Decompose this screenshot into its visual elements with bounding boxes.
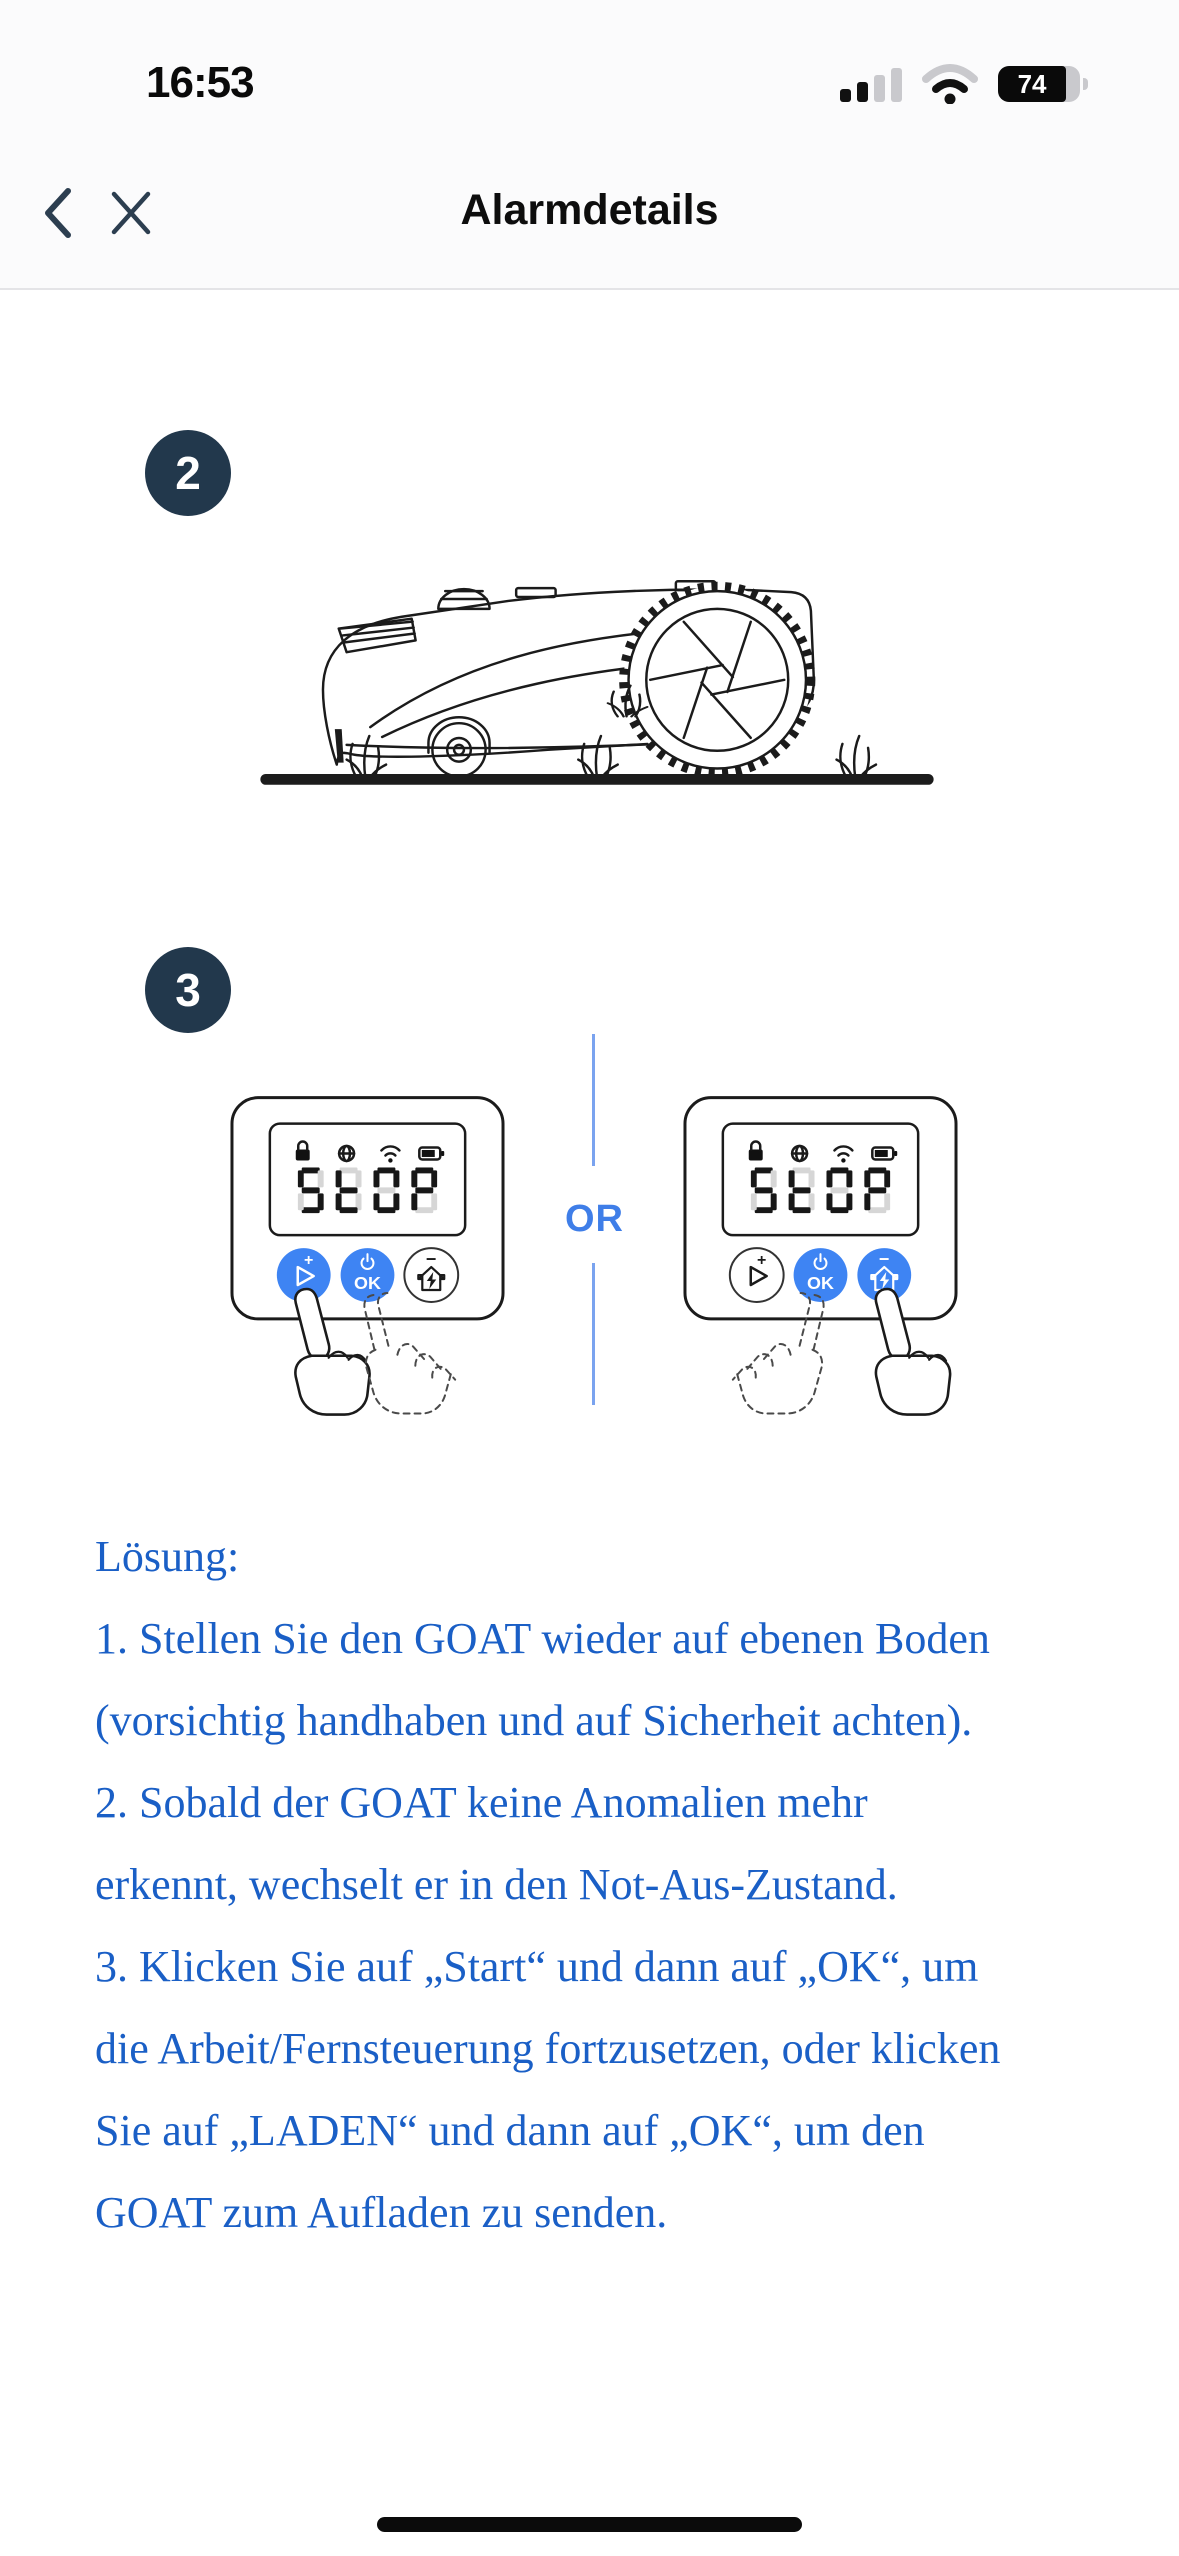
step-2-label: 2	[175, 447, 201, 499]
solution-line: 3. Klicken Sie auf „Start“ und dann auf „OK“, um	[95, 1942, 979, 1991]
step-2-badge	[145, 430, 231, 516]
or-label: OR	[565, 1198, 624, 1240]
home-charge-button[interactable]	[404, 1248, 458, 1302]
home-indicator[interactable]	[377, 2517, 802, 2532]
solution-text	[95, 1516, 1135, 2254]
solution-line: die Arbeit/Fernsteuerung fortzusetzen, oder klicken	[95, 2024, 1001, 2073]
ok-label: OK	[354, 1272, 381, 1293]
minus-label: −	[879, 1249, 890, 1270]
solution-line: (vorsichtig handhaben und auf Sicherheit achten).	[95, 1696, 973, 1745]
plus-label: +	[304, 1252, 314, 1270]
solution-line: 1. Stellen Sie den GOAT wieder auf ebenen Boden	[95, 1614, 990, 1663]
solution-line: Sie auf „LADEN“ und dann auf „OK“, um den	[95, 2106, 925, 2155]
plus-label: +	[757, 1252, 767, 1270]
status-time: 16:53	[146, 58, 254, 107]
header-divider	[0, 288, 1179, 290]
or-divider-bottom	[592, 1263, 595, 1405]
solution-line: Lösung:	[95, 1532, 240, 1581]
start-button[interactable]	[730, 1248, 784, 1302]
control-panel-start-option	[228, 1093, 507, 1479]
page-title: Alarmdetails	[460, 186, 719, 234]
or-divider-top	[592, 1034, 595, 1166]
battery-percent: 74	[1017, 68, 1047, 99]
control-panel-charge-option	[681, 1093, 960, 1479]
solution-line: erkennt, wechselt er in den Not-Aus-Zustand.	[95, 1860, 898, 1909]
solution-line: 2. Sobald der GOAT keine Anomalien mehr	[95, 1778, 868, 1827]
step-3-label: 3	[175, 964, 201, 1016]
step-3-badge	[145, 947, 231, 1033]
wifi-icon	[922, 62, 978, 104]
robot-mower-illustration	[252, 532, 942, 802]
cellular-signal-icon	[840, 66, 910, 104]
ok-label: OK	[807, 1272, 834, 1293]
battery-icon	[998, 66, 1090, 102]
header-background	[0, 0, 1179, 290]
solution-line: GOAT zum Aufladen zu senden.	[95, 2188, 668, 2237]
minus-label: −	[426, 1249, 437, 1270]
